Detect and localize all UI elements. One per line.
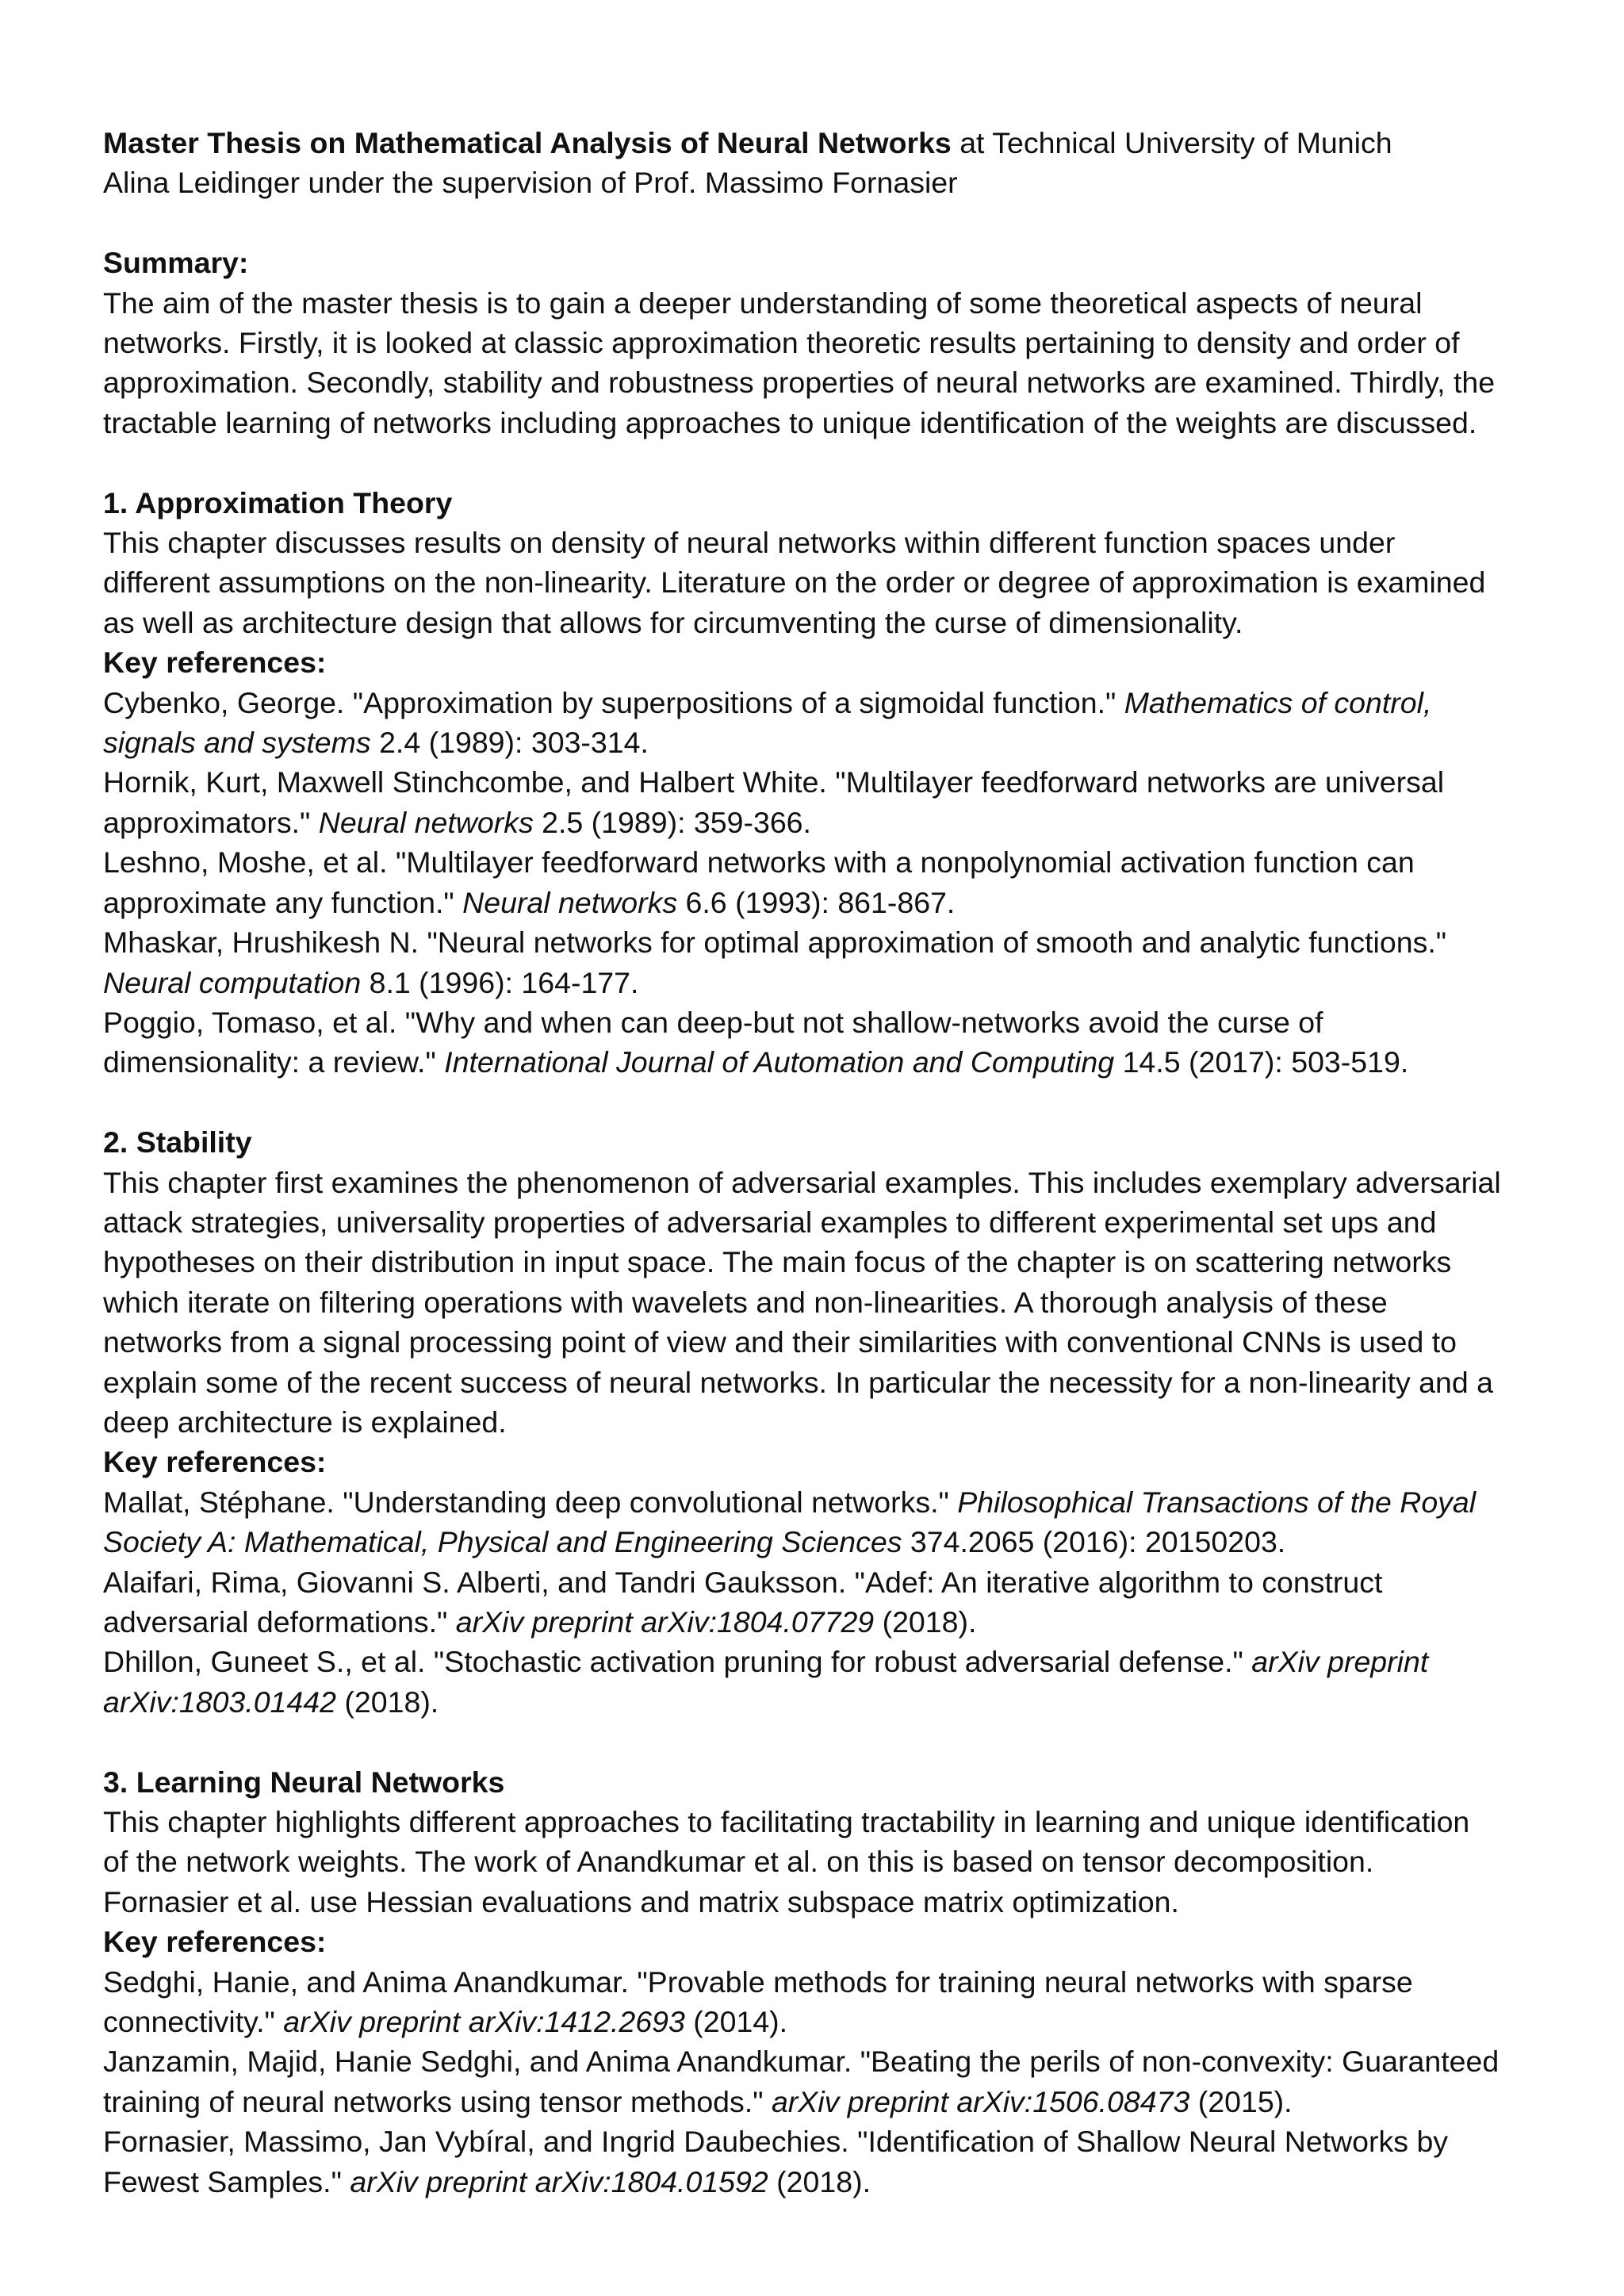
reference-text: 14.5 (2017): 503-519. — [1114, 1045, 1409, 1079]
reference-text: approximate any function." — [103, 885, 463, 919]
reference-journal: arXiv preprint arXiv:1804.07729 — [455, 1604, 875, 1639]
section-heading: 3. Learning Neural Networks — [103, 1765, 505, 1799]
reference-text: Poggio, Tomaso, et al. "Why and when can deep-but not shallow-networks avoid the curse of — [103, 1005, 1323, 1039]
spacer — [103, 1083, 1530, 1122]
reference-journal: arXiv preprint arXiv:1804.01592 — [350, 2164, 768, 2198]
document-page — [103, 123, 1530, 2202]
reference-text: Fewest Samples." — [103, 2164, 350, 2198]
section-text-line: This chapter highlights different approaches to facilitating tractability in learning and unique identification — [103, 1805, 1470, 1838]
reference-line — [103, 762, 1530, 802]
reference-line — [103, 803, 1530, 842]
reference-text: approximators." — [103, 805, 319, 839]
reference-line — [103, 1962, 1530, 2002]
section-heading: 2. Stability — [103, 1125, 252, 1159]
reference-line — [103, 963, 1530, 1002]
section-text-line: as well as architecture design that allows for circumventing the curse of dimensionality. — [103, 605, 1243, 639]
section-text-line: different assumptions on the non-linearity. Literature on the order or degree of approximation is examined — [103, 565, 1486, 600]
reference-line — [103, 1642, 1530, 1681]
section-text-line: which iterate on filtering operations with wavelets and non-linearities. A thorough analysis of these — [103, 1285, 1388, 1319]
section-text-line: deep architecture is explained. — [103, 1405, 507, 1439]
reference-text: 8.1 (1996): 164-177. — [361, 965, 639, 999]
summary-line: tractable learning of networks including approaches to unique identification of the weights are discussed. — [103, 405, 1477, 439]
reference-text: connectivity." — [103, 2005, 284, 2039]
reference-text: Janzamin, Majid, Hanie Sedghi, and Anima Anandkumar. "Beating the perils of non-convexity: Guaranteed — [103, 2045, 1500, 2079]
reference-line — [103, 683, 1530, 723]
reference-journal: signals and systems — [103, 726, 371, 760]
spacer — [103, 203, 1530, 243]
reference-journal: Society A: Mathematical, Physical and Engineering Sciences — [103, 1525, 902, 1559]
reference-line — [103, 1562, 1530, 1602]
reference-text: Cybenko, George. "Approximation by superpositions of a sigmoidal function." — [103, 685, 1124, 719]
reference-line — [103, 1002, 1530, 1042]
reference-journal: Neural networks — [318, 805, 534, 839]
section-text-line: attack strategies, universality properties of adversarial examples to different experimental set ups and — [103, 1205, 1437, 1239]
reference-line — [103, 1482, 1530, 1522]
reference-text: (2018). — [768, 2164, 871, 2198]
author-line: Alina Leidinger under the supervision of Prof. Massimo Fornasier — [103, 166, 958, 200]
reference-line — [103, 883, 1530, 922]
reference-line — [103, 2082, 1530, 2122]
reference-line — [103, 1522, 1530, 1562]
document-title: Master Thesis on Mathematical Analysis of Neural Networks — [103, 126, 952, 159]
section-text-line: explain some of the recent success of neural networks. In particular the necessity for a non-linearity and a — [103, 1365, 1493, 1399]
reference-text: (2018). — [874, 1604, 977, 1639]
reference-text: Hornik, Kurt, Maxwell Stinchcombe, and Halbert White. "Multilayer feedforward networks are universal — [103, 765, 1445, 799]
section-text-line: hypotheses on their distribution in input space. The main focus of the chapter is on scattering networks — [103, 1245, 1452, 1279]
reference-line — [103, 2002, 1530, 2041]
spacer — [103, 443, 1530, 482]
key-references-heading: Key references: — [103, 1925, 327, 1959]
reference-journal: arXiv preprint arXiv:1506.08473 — [771, 2084, 1190, 2118]
reference-text: 2.4 (1989): 303-314. — [370, 726, 649, 760]
reference-line — [103, 2041, 1530, 2081]
reference-line — [103, 922, 1530, 962]
document-institution: at Technical University of Munich — [951, 126, 1392, 159]
summary-line: The aim of the master thesis is to gain a deeper understanding of some theoretical aspects of neural — [103, 286, 1423, 320]
reference-line — [103, 1602, 1530, 1642]
summary-line: networks. Firstly, it is looked at classic approximation theoretic results pertaining to density and order of — [103, 326, 1460, 360]
reference-text: Alaifari, Rima, Giovanni S. Alberti, and Tandri Gauksson. "Adef: An iterative algorithm to construct — [103, 1565, 1383, 1599]
reference-text: Dhillon, Guneet S., et al. "Stochastic activation pruning for robust adversarial defense." — [103, 1645, 1252, 1679]
reference-line — [103, 723, 1530, 762]
spacer — [103, 1722, 1530, 1761]
reference-journal: arXiv preprint — [1251, 1645, 1429, 1679]
reference-text: 2.5 (1989): 359-366. — [533, 805, 811, 839]
reference-text: adversarial deformations." — [103, 1604, 456, 1639]
reference-text: training of neural networks using tensor methods." — [103, 2084, 772, 2118]
reference-line — [103, 842, 1530, 882]
reference-journal: Mathematics of control, — [1124, 685, 1432, 719]
section-text-line: Fornasier et al. use Hessian evaluations and matrix subspace matrix optimization. — [103, 1884, 1179, 1918]
reference-text: Leshno, Moshe, et al. "Multilayer feedforward networks with a nonpolynomial activation function can — [103, 845, 1415, 880]
section-text-line: This chapter first examines the phenomenon of adversarial examples. This includes exemplary adversarial — [103, 1165, 1501, 1199]
reference-text: 374.2065 (2016): 20150203. — [902, 1525, 1286, 1559]
reference-text: Sedghi, Hanie, and Anima Anandkumar. "Provable methods for training neural networks with sparse — [103, 1964, 1413, 1999]
reference-journal: Philosophical Transactions of the Royal — [957, 1485, 1477, 1519]
summary-line: approximation. Secondly, stability and robustness properties of neural networks are examined. Thirdly, the — [103, 366, 1496, 400]
reference-text: dimensionality: a review." — [103, 1045, 445, 1079]
reference-journal: Neural computation — [103, 965, 362, 999]
document-title-line — [103, 123, 1530, 163]
section-text-line: This chapter discusses results on density of neural networks within different function spaces under — [103, 526, 1396, 560]
reference-text: (2014). — [684, 2005, 788, 2039]
reference-text: Fornasier, Massimo, Jan Vybíral, and Ingrid Daubechies. "Identification of Shallow Neural Networks by — [103, 2125, 1449, 2159]
section-text-line: networks from a signal processing point of view and their similarities with conventional CNNs is used to — [103, 1325, 1457, 1359]
reference-text: Mhaskar, Hrushikesh N. "Neural networks for optimal approximation of smooth and analytic functions." — [103, 926, 1447, 960]
reference-line — [103, 1682, 1530, 1722]
key-references-heading: Key references: — [103, 1445, 327, 1479]
reference-journal: International Journal of Automation and Computing — [444, 1045, 1115, 1079]
reference-journal: Neural networks — [462, 885, 678, 919]
reference-line — [103, 1042, 1530, 1082]
reference-journal: arXiv preprint arXiv:1412.2693 — [283, 2005, 685, 2039]
reference-line — [103, 2162, 1530, 2202]
reference-text: 6.6 (1993): 861-867. — [677, 885, 956, 919]
reference-journal: arXiv:1803.01442 — [103, 1685, 336, 1719]
reference-text: Mallat, Stéphane. "Understanding deep convolutional networks." — [103, 1485, 958, 1519]
reference-text: (2018). — [335, 1685, 439, 1719]
section-text-line: of the network weights. The work of Anandkumar et al. on this is based on tensor decomposition. — [103, 1845, 1374, 1879]
key-references-heading: Key references: — [103, 646, 327, 680]
reference-text: (2015). — [1189, 2084, 1293, 2118]
summary-heading: Summary: — [103, 246, 249, 280]
reference-line — [103, 2122, 1530, 2161]
section-heading: 1. Approximation Theory — [103, 485, 453, 519]
